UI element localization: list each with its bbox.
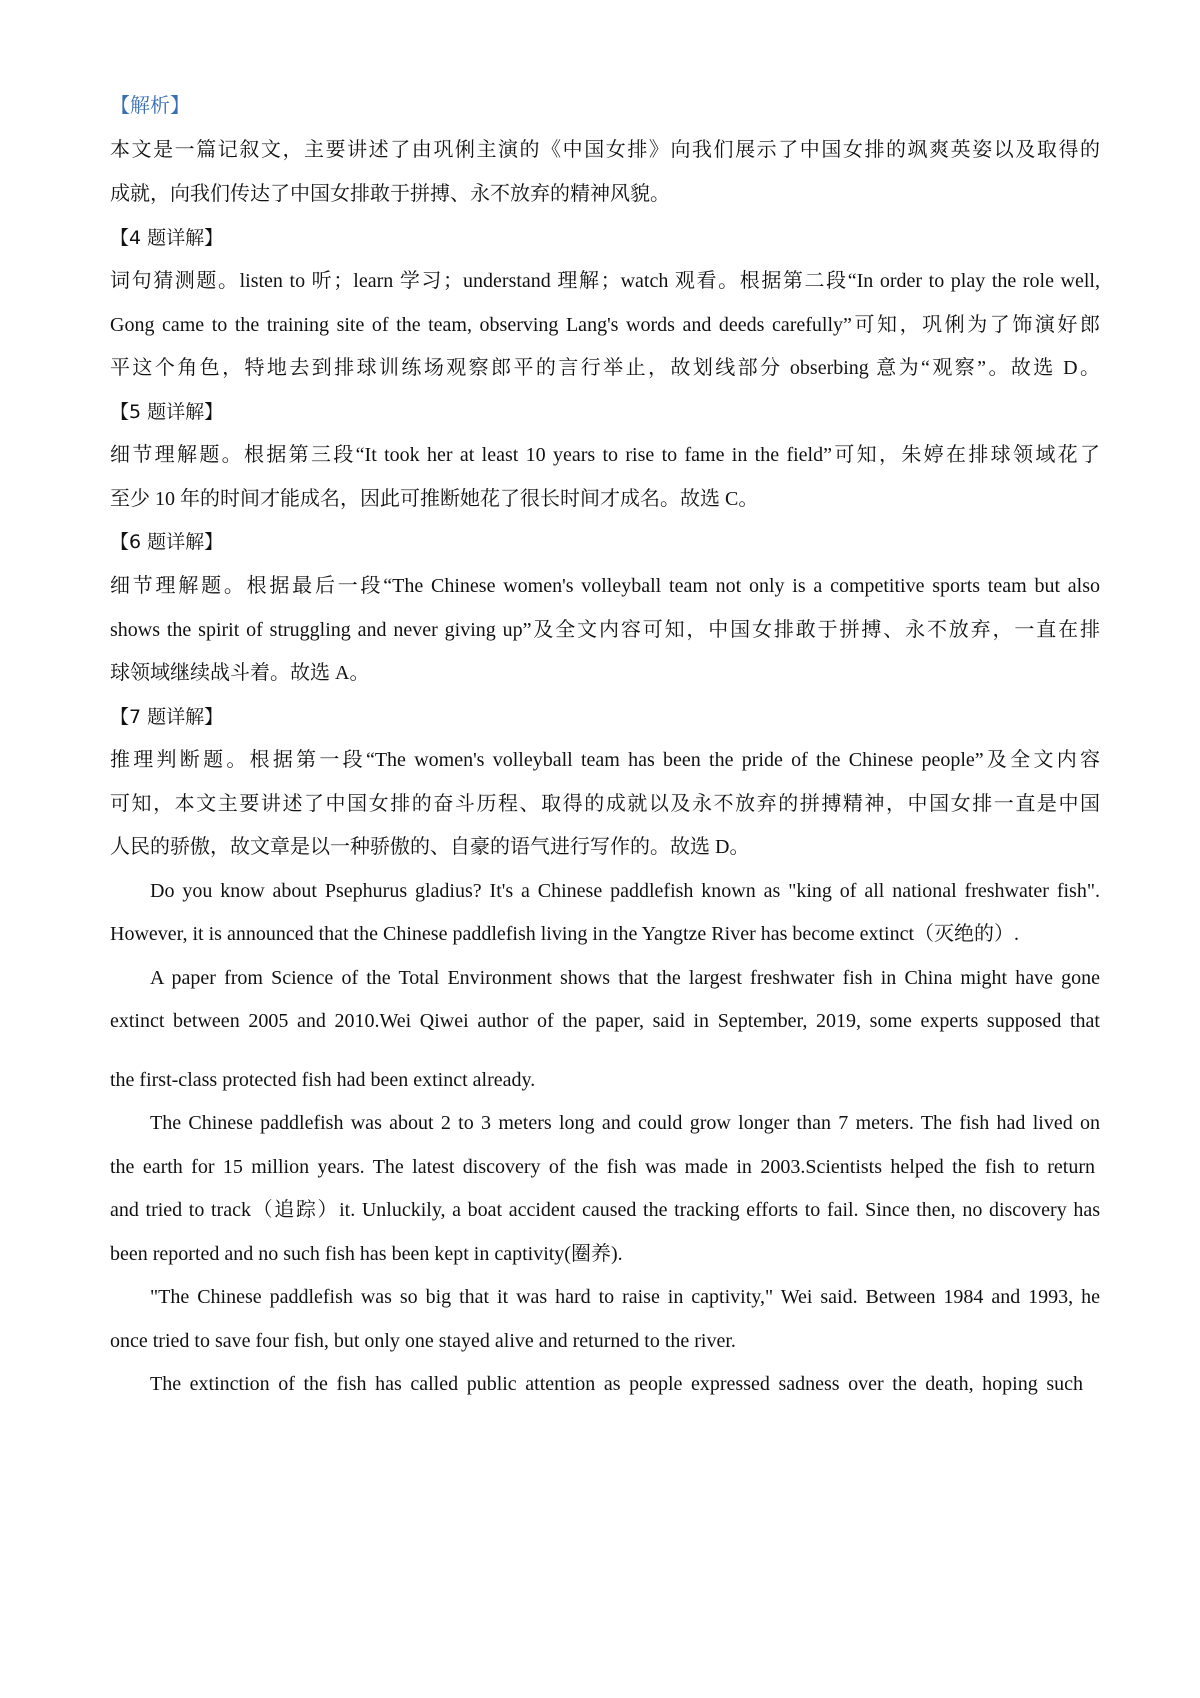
passage-line-6: The Chinese paddlefish was about 2 to 3 meters long and could grow longer than 7 meters. The fish had lived on bbox=[150, 1112, 1100, 1134]
q7-heading: 【7 题详解】 bbox=[110, 706, 224, 728]
analysis-label: 【解析】 bbox=[110, 95, 190, 117]
passage-line-12: The extinction of the fish has called public attention as people expressed sadness over the death, hoping such bbox=[150, 1373, 1083, 1395]
q6-heading: 【6 题详解】 bbox=[110, 531, 224, 553]
q5-line-1: 细节理解题。根据第三段“It took her at least 10 years to rise to fame in the field”可知，朱婷在排球领域花了 bbox=[110, 444, 1100, 466]
passage-line-4: extinct between 2005 and 2010.Wei Qiwei author of the paper, said in September, 2019, some experts supposed that bbox=[110, 1010, 1100, 1032]
q7-line-3: 人民的骄傲，故文章是以一种骄傲的、自豪的语气进行写作的。故选 D。 bbox=[110, 836, 750, 858]
q4-line-3: 平这个角色，特地去到排球训练场观察郎平的言行举止，故划线部分 obserbing 意为“观察”。故选 D。 bbox=[110, 357, 1100, 379]
analysis-line-1: 本文是一篇记叙文，主要讲述了由巩俐主演的《中国女排》向我们展示了中国女排的飒爽英姿以及取得的 bbox=[110, 139, 1100, 161]
q6-line-3: 球领域继续战斗着。故选 A。 bbox=[110, 662, 370, 684]
passage-line-1: Do you know about Psephurus gladius? It's a Chinese paddlefish known as "king of all national freshwater fish". bbox=[150, 880, 1100, 902]
q6-line-1: 细节理解题。根据最后一段“The Chinese women's volleyball team not only is a competitive sports team but also bbox=[110, 575, 1100, 597]
q7-line-1: 推理判断题。根据第一段“The women's volleyball team has been the pride of the Chinese people”及全文内容 bbox=[110, 749, 1100, 771]
analysis-line-2: 成就，向我们传达了中国女排敢于拼搏、永不放弃的精神风貌。 bbox=[110, 183, 670, 205]
q5-heading: 【5 题详解】 bbox=[110, 401, 224, 423]
q5-line-2: 至少 10 年的时间才能成名，因此可推断她花了很长时间才成名。故选 C。 bbox=[110, 488, 759, 510]
passage-line-3: A paper from Science of the Total Environment shows that the largest freshwater fish in China might have gone bbox=[150, 967, 1100, 989]
passage-line-7: the earth for 15 million years. The latest discovery of the fish was made in 2003.Scientists helped the fish to return bbox=[110, 1156, 1095, 1178]
q7-line-2: 可知，本文主要讲述了中国女排的奋斗历程、取得的成就以及永不放弃的拼搏精神，中国女排一直是中国 bbox=[110, 793, 1100, 815]
q4-line-2: Gong came to the training site of the team, observing Lang's words and deeds carefully”可知，巩俐为了饰演好郎 bbox=[110, 314, 1100, 336]
q4-line-1: 词句猜测题。listen to 听；learn 学习；understand 理解；watch 观看。根据第二段“In order to play the role well, bbox=[110, 270, 1100, 292]
q4-heading: 【4 题详解】 bbox=[110, 227, 224, 249]
passage-line-8: and tried to track（追踪）it. Unluckily, a boat accident caused the tracking efforts to fail. Since then, no discovery has bbox=[110, 1199, 1100, 1221]
passage-line-11: once tried to save four fish, but only one stayed alive and returned to the river. bbox=[110, 1330, 736, 1352]
passage-line-9: been reported and no such fish has been kept in captivity(圈养). bbox=[110, 1243, 623, 1265]
passage-line-2: However, it is announced that the Chinese paddlefish living in the Yangtze River has become extinct（灭绝的）. bbox=[110, 923, 1020, 945]
q6-line-2: shows the spirit of struggling and never giving up”及全文内容可知，中国女排敢于拼搏、永不放弃，一直在排 bbox=[110, 619, 1100, 641]
passage-line-5: the first-class protected fish had been extinct already. bbox=[110, 1069, 536, 1091]
passage-line-10: "The Chinese paddlefish was so big that it was hard to raise in captivity," Wei said. Between 1984 and 1993, he bbox=[150, 1286, 1100, 1308]
